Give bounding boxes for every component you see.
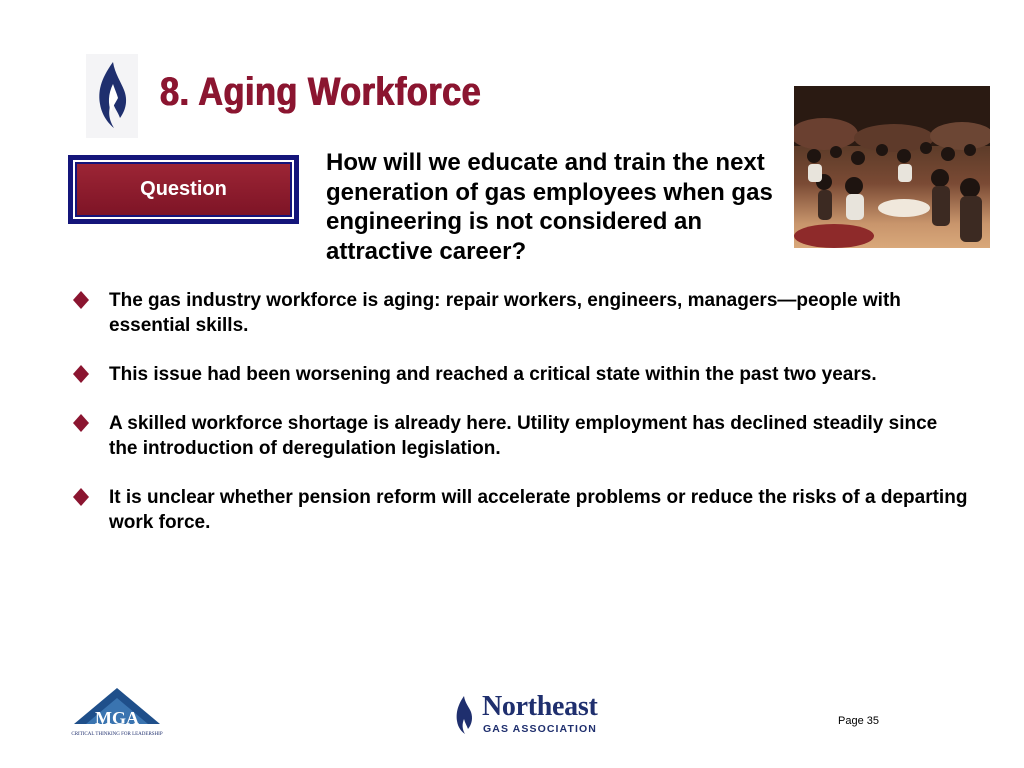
diamond-bullet-icon xyxy=(73,291,89,309)
page-number: Page 35 xyxy=(838,715,879,727)
bullet-text: The gas industry workforce is aging: repair workers, engineers, managers—people with essential skills. xyxy=(109,290,901,336)
flame-logo-icon xyxy=(86,54,138,138)
diamond-bullet-icon xyxy=(73,365,89,383)
nga-logo xyxy=(452,692,614,738)
nga-name: Northeast xyxy=(482,691,598,722)
svg-text:CRITICAL THINKING FOR LEADERSH: CRITICAL THINKING FOR LEADERSHIP xyxy=(71,732,163,737)
bullet-list xyxy=(70,288,970,559)
nga-subtitle: GAS ASSOCIATION xyxy=(483,723,597,735)
slide-title: 8. Aging Workforce xyxy=(160,70,482,114)
bullet-text: This issue had been worsening and reached a critical state within the past two years. xyxy=(109,364,877,385)
bullet-item xyxy=(70,288,970,338)
bullet-text: It is unclear whether pension reform will accelerate problems or reduce the risks of a departing work force. xyxy=(109,487,968,533)
audience-photo xyxy=(794,86,990,248)
diamond-bullet-icon xyxy=(73,488,89,506)
diamond-bullet-icon xyxy=(73,414,89,432)
gas-flame-icon xyxy=(452,694,476,736)
bullet-item xyxy=(70,411,970,461)
question-box xyxy=(68,155,299,224)
question-text: How will we educate and train the next generation of gas employees when gas engineering is not considered an attractive career? xyxy=(326,149,773,265)
bullet-text: A skilled workforce shortage is already here. Utility employment has declined steadily since the introduction of deregulation legislation. xyxy=(109,413,938,459)
mga-logo xyxy=(68,684,166,738)
svg-text:MGA: MGA xyxy=(95,708,139,728)
bullet-item xyxy=(70,485,970,535)
question-label: Question xyxy=(77,164,290,215)
bullet-item xyxy=(70,362,970,387)
